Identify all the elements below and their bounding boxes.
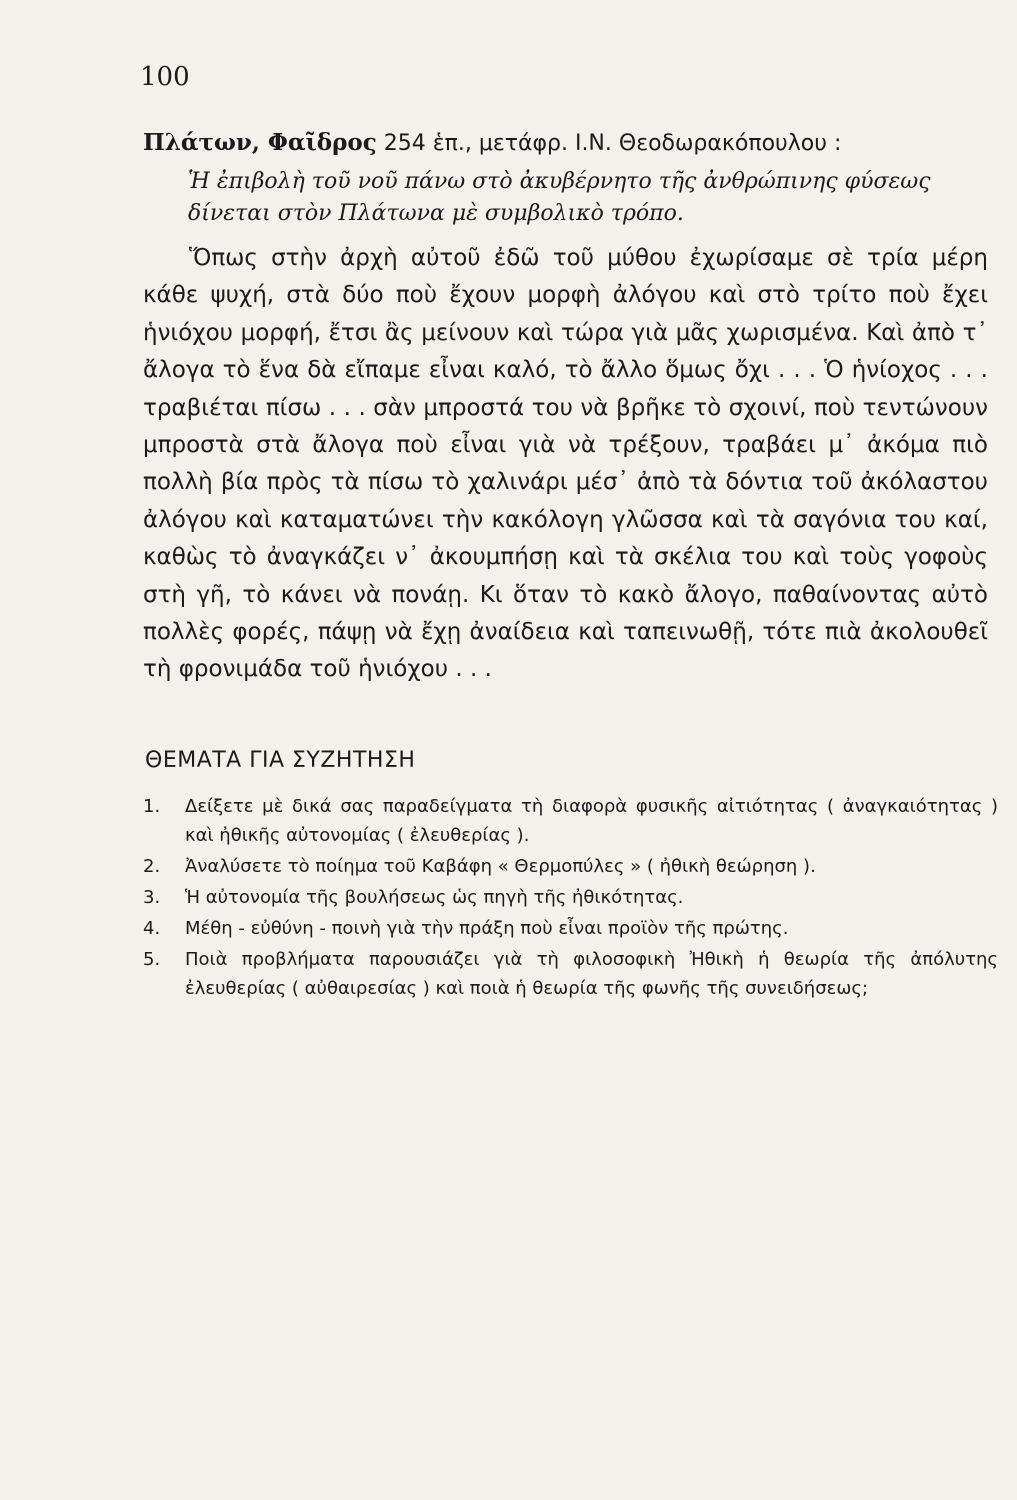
topic-text: Ἡ αὐτονομία τῆς βουλήσεως ὡς πηγὴ τῆς ἠθικότητας.: [185, 887, 684, 908]
topic-item: [143, 792, 998, 850]
topic-number: 4.: [143, 918, 161, 939]
intro-italic: Ἡ ἐπιβολὴ τοῦ νοῦ πάνω στὸ ἀκυβέρνητο τῆς ἀνθρώπινης φύσεως δίνεται στὸν Πλάτωνα μὲ συμβολικὸ τρόπο.: [188, 169, 931, 226]
topic-text: Ἀναλύσετε τὸ ποίημα τοῦ Καβάφη « Θερμοπύλες » ( ἠθικὴ θεώρηση ).: [185, 856, 816, 877]
quote-passage: [143, 240, 988, 689]
topic-item: [143, 883, 998, 912]
page-number: 100: [140, 62, 190, 92]
topic-number: 5.: [143, 949, 161, 970]
topic-number: 3.: [143, 887, 161, 908]
topic-number: 1.: [143, 796, 161, 817]
topics-list: [143, 792, 998, 1005]
topic-number: 2.: [143, 856, 161, 877]
citation: 254 ἑπ., μετάφρ. Ι.Ν. Θεοδωρακόπουλου :: [383, 131, 842, 156]
topic-text: Ποιὰ προβλήματα παρουσιάζει γιὰ τὴ φιλοσοφικὴ Ἠθικὴ ἡ θεωρία τῆς ἀπόλυτης ἐλευθερίας ( αὐθαιρεσίας ) καὶ ποιὰ ἡ θεωρία τῆς φωνῆς τῆς συνειδήσεως;: [185, 949, 998, 999]
author-work: Πλάτων, Φαῖδρος: [143, 129, 377, 156]
quote-text: Ὅπως στὴν ἀρχὴ αὐτοῦ ἐδῶ τοῦ μύθου ἐχωρίσαμε σὲ τρία μέρη κάθε ψυχή, στὰ δύο ποὺ ἔχουν μορφὴ ἀλόγου καὶ στὸ τρίτο ποὺ ἔχει ἡνιόχου μορφή, ἔτσι ἂς μείνουν καὶ τώρα γιὰ μᾶς χωρισμένα. Καὶ ἀπὸ τ᾽ ἄλογα τὸ ἕνα δὰ εἴπαμε εἶναι καλό, τὸ ἄλλο ὅμως ὄχι . . . Ὁ ἡνίοχος . . . τραβιέται πίσω . . . σὰν μπροστά του νὰ βρῆκε τὸ σχοινί, ποὺ τεντώνουν μπροστὰ στὰ ἄλογα ποὺ εἶναι γιὰ νὰ τρέξουν, τραβάει μ᾽ ἀκόμα πιὸ πολλὴ βία πρὸς τὰ πίσω τὸ χαλινάρι μέσ᾽ ἀπὸ τὰ δόντια τοῦ ἀκόλαστου ἀλόγου καὶ καταματώνει τὴν κακόλογη γλῶσσα καὶ τὰ σαγόνια του καί, καθὼς τὸ ἀναγκάζει ν᾽ ἀκουμπήσῃ καὶ τὰ σκέλια του καὶ τοὺς γοφοὺς στὴ γῆ, τὸ κάνει νὰ πονάῃ. Κι ὅταν τὸ κακὸ ἄλογο, παθαίνοντας αὐτὸ πολλὲς φορές, πάψῃ νὰ ἔχῃ ἀναίδεια καὶ ταπεινωθῇ, τότε πιὰ ἀκολουθεῖ τὴ φρονιμάδα τοῦ ἡνιόχου . . .: [143, 245, 988, 683]
topic-text: Δείξετε μὲ δικά σας παραδείγματα τὴ διαφορὰ φυσικῆς αἰτιότητας ( ἀναγκαιότητας ) καὶ ἠθικῆς αὐτονομίας ( ἐλευθερίας ).: [185, 796, 998, 846]
topic-text: Μέθη - εὐθύνη - ποινὴ γιὰ τὴν πράξη ποὺ εἶναι προϊὸν τῆς πρώτης.: [185, 918, 789, 939]
source-reference: [143, 128, 983, 159]
topic-item: [143, 914, 998, 943]
topics-heading: ΘΕΜΑΤΑ ΓΙΑ ΣΥΖΗΤΗΣΗ: [145, 748, 416, 773]
topic-item: [143, 852, 998, 881]
topic-item: [143, 945, 998, 1003]
